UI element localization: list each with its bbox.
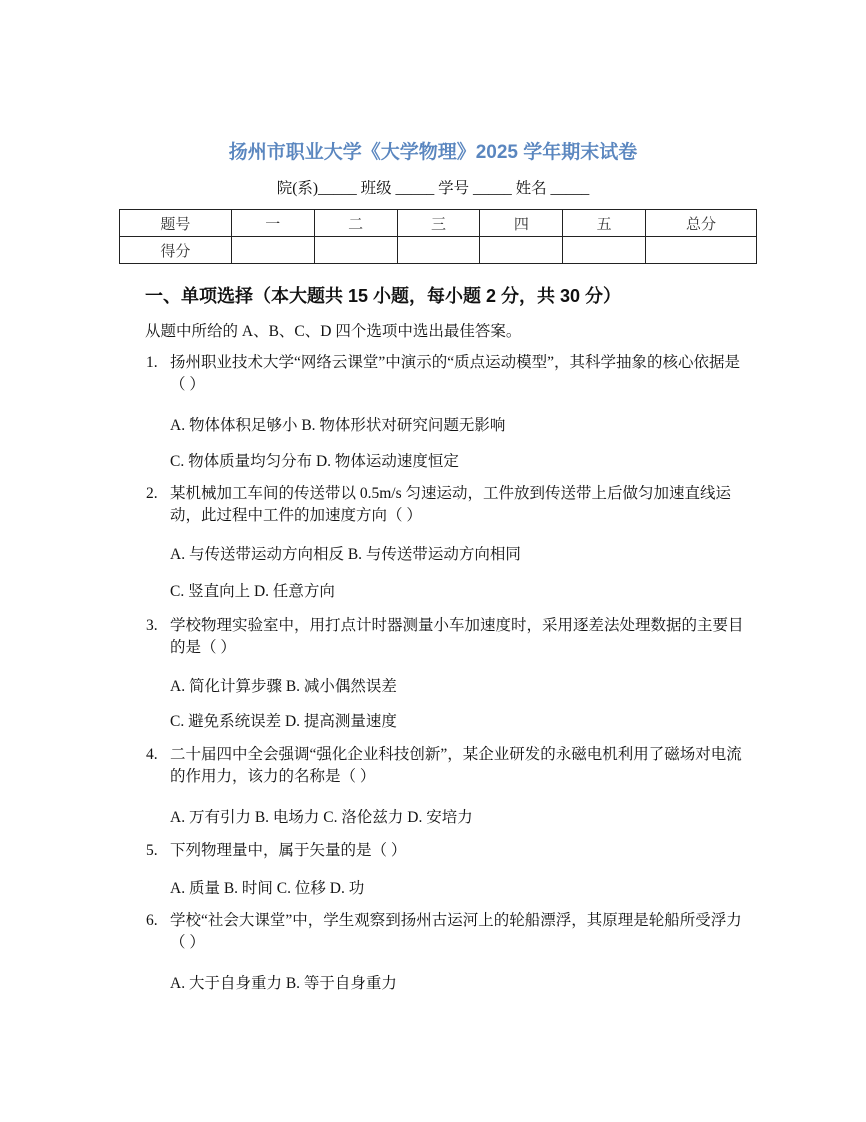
header-cell: 五 [563,210,646,237]
section-intro: 从题中所给的 A、B、C、D 四个选项中选出最佳答案。 [145,323,522,340]
question-number: 1. [146,354,158,371]
question-text: 下列物理量中，属于矢量的是（ ） [170,842,407,859]
question-options: A. 与传送带运动方向相反 B. 与传送带运动方向相同 [170,546,521,563]
question-3 [146,615,746,659]
question-number: 5. [146,842,158,859]
question-text: 某机械加工车间的传送带以 0.5m/s 匀速运动，工件放到传送带上后做匀加速直线运动，此过程中工件的加速度方向（ ） [170,485,732,524]
question-options: A. 物体体积足够小 B. 物体形状对研究问题无影响 [170,417,506,434]
score-cell [397,237,480,264]
question-text: 学校“社会大课堂”中，学生观察到扬州古运河上的轮船漂浮，其原理是轮船所受浮力（ ） [170,912,742,951]
exam-title: 扬州市职业大学《大学物理》2025 学年期末试卷 [228,142,638,163]
score-table [119,209,757,264]
header-cell: 四 [480,210,563,237]
question-text: 学校物理实验室中，用打点计时器测量小车加速度时，采用逐差法处理数据的主要目的是（ ） [170,617,744,656]
header-cell: 二 [314,210,397,237]
header-cell: 总分 [646,210,757,237]
question-6 [146,910,746,954]
question-options: A. 简化计算步骤 B. 减小偶然误差 [170,678,397,695]
question-options: C. 物体质量均匀分布 D. 物体运动速度恒定 [170,453,459,470]
question-number: 6. [146,912,158,929]
question-options: A. 大于自身重力 B. 等于自身重力 [170,975,397,992]
score-table-header-row [120,210,757,237]
row-label: 得分 [120,237,232,264]
question-options: C. 避免系统误差 D. 提高测量速度 [170,713,397,730]
header-cell: 一 [231,210,314,237]
score-cell [314,237,397,264]
header-cell: 题号 [120,210,232,237]
question-number: 2. [146,485,158,502]
score-cell [231,237,314,264]
section-heading: 一、单项选择（本大题共 15 小题，每小题 2 分，共 30 分） [145,286,622,306]
score-cell [480,237,563,264]
student-info-line: 院(系)_____ 班级 _____ 学号 _____ 姓名 _____ [276,180,590,197]
question-number: 3. [146,617,158,634]
score-table-score-row [120,237,757,264]
question-options: A. 质量 B. 时间 C. 位移 D. 功 [170,880,365,897]
question-2 [146,483,746,527]
score-cell [563,237,646,264]
question-number: 4. [146,746,158,763]
score-cell [646,237,757,264]
question-1 [146,352,746,396]
question-5 [146,840,746,862]
question-text: 二十届四中全会强调“强化企业科技创新”，某企业研发的永磁电机利用了磁场对电流的作用力，该力的名称是（ ） [170,746,742,785]
question-options: C. 竖直向上 D. 任意方向 [170,583,335,600]
question-4 [146,744,746,788]
question-text: 扬州职业技术大学“网络云课堂”中演示的“质点运动模型”，其科学抽象的核心依据是（ ） [170,354,741,393]
question-options: A. 万有引力 B. 电场力 C. 洛伦兹力 D. 安培力 [170,809,473,826]
header-cell: 三 [397,210,480,237]
